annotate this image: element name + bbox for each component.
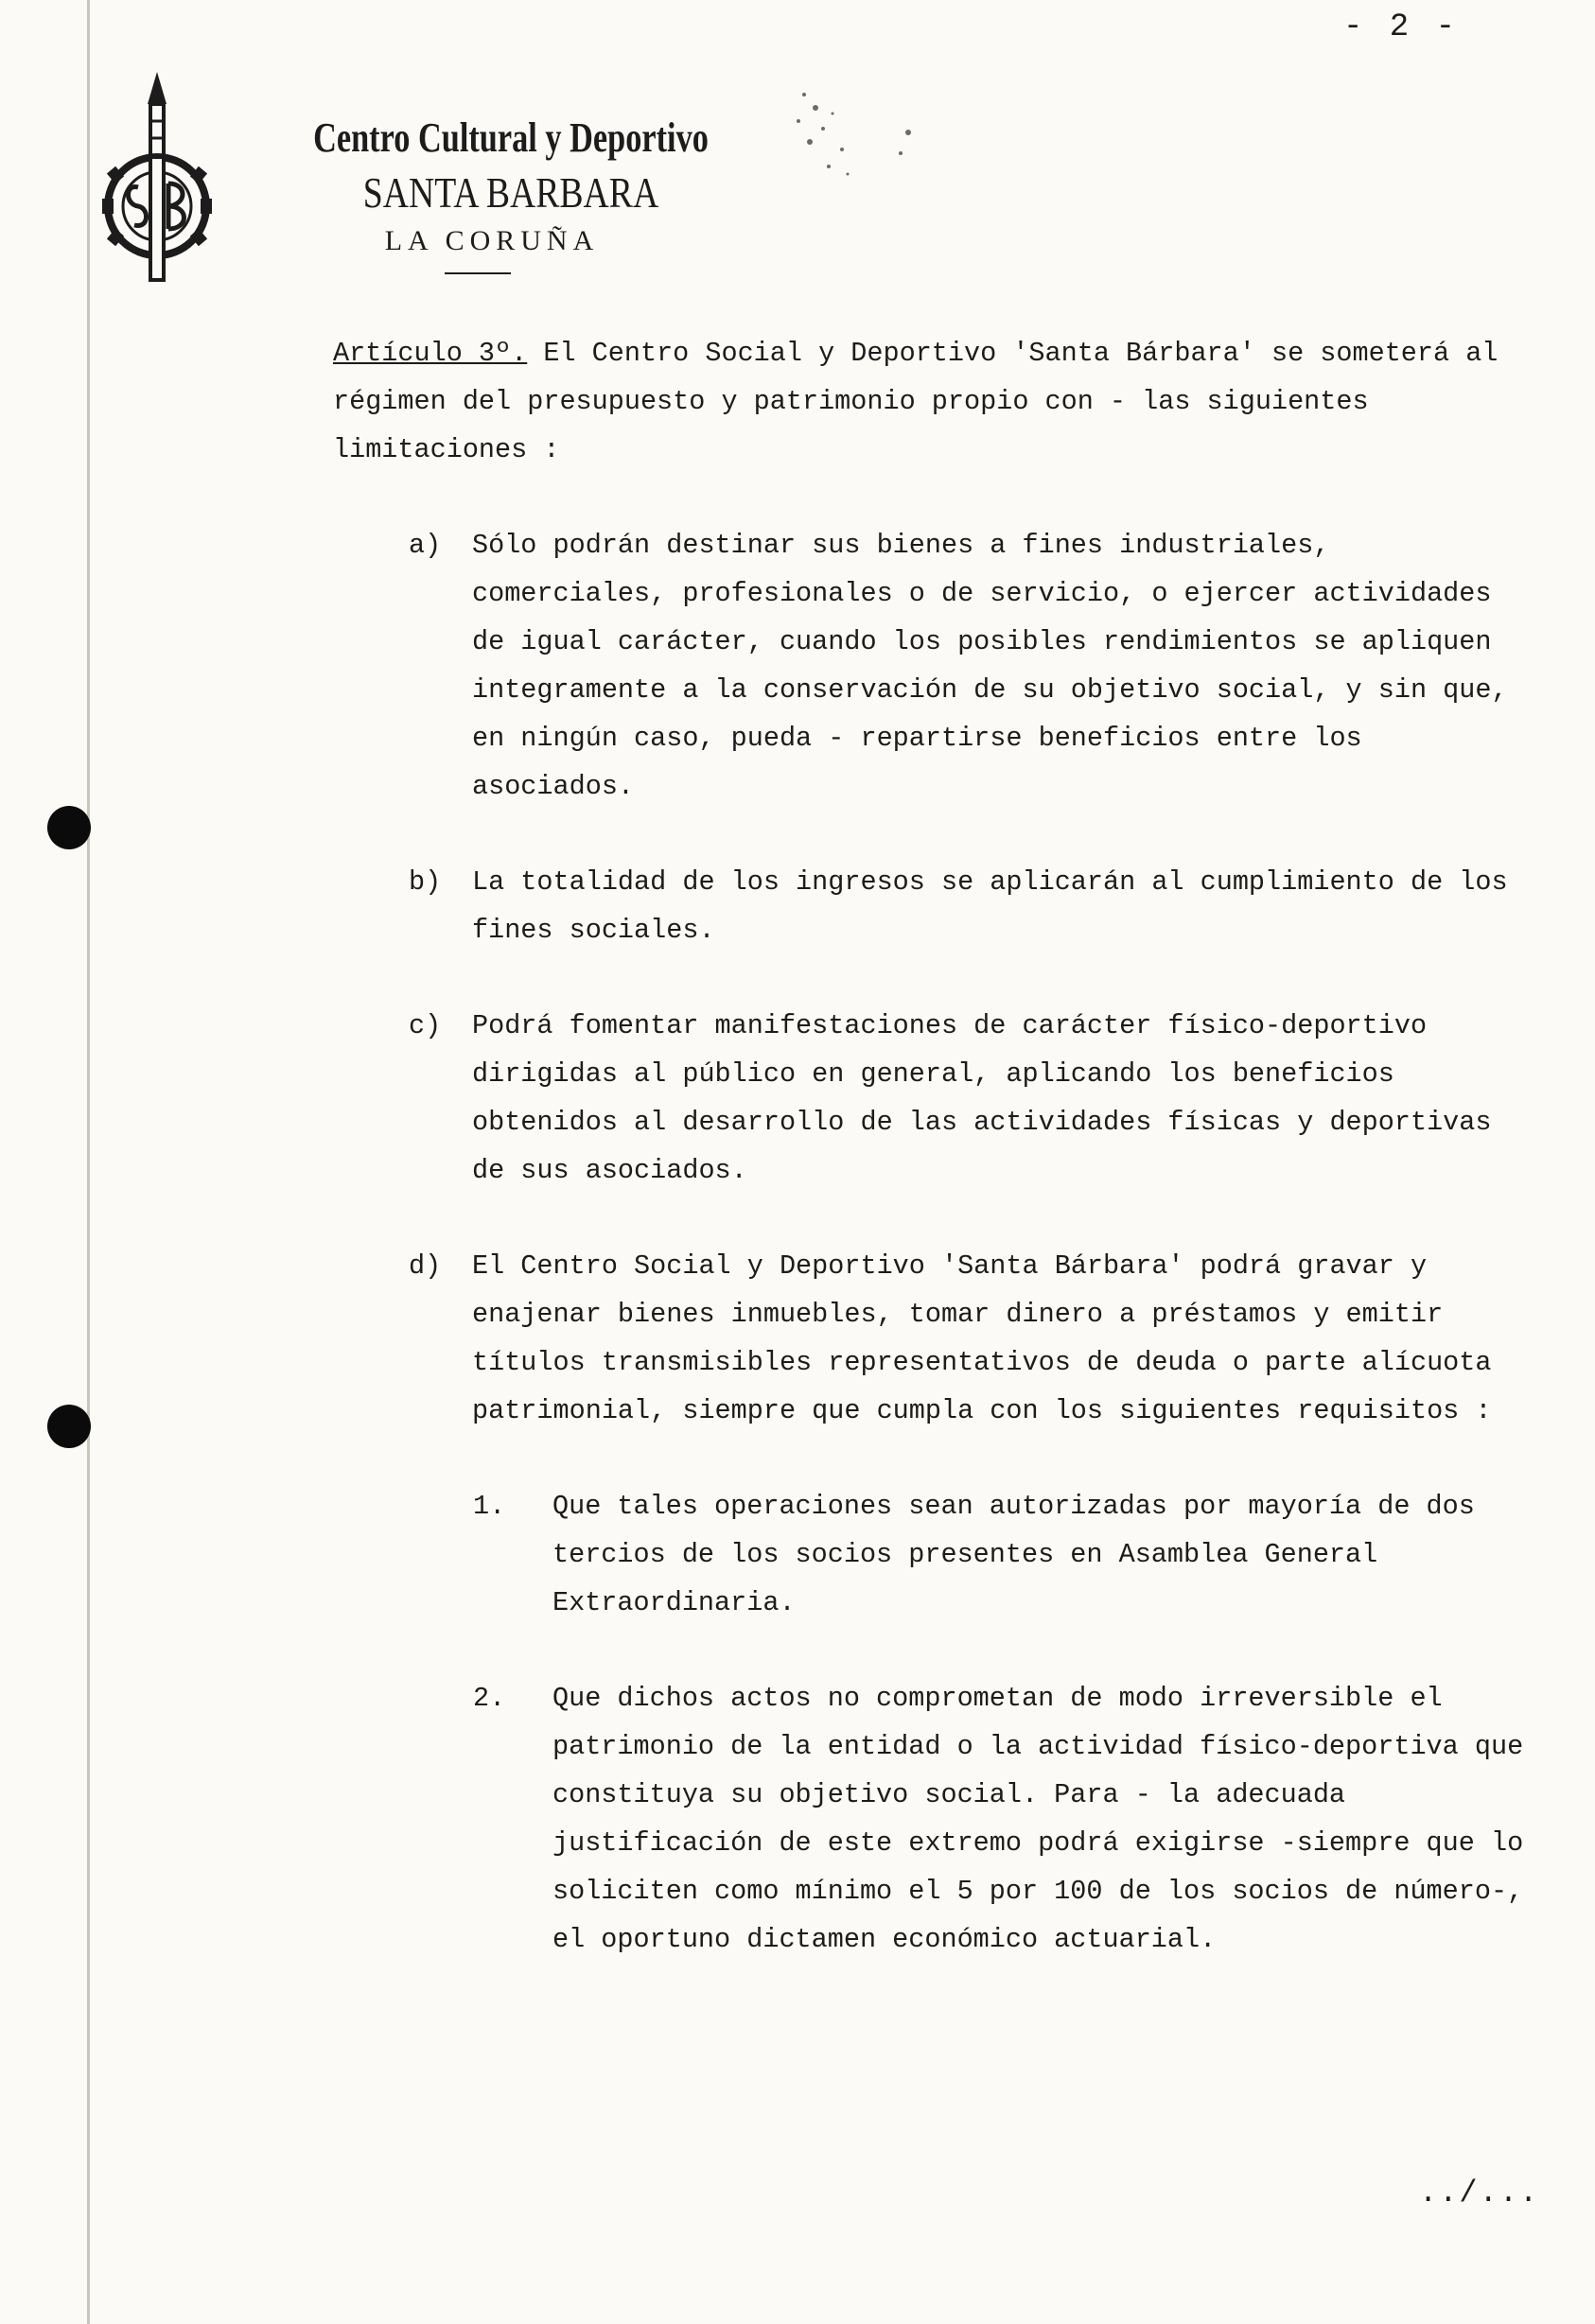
- org-name: Centro Cultural y Deportivo: [313, 114, 709, 161]
- santa-barbara-emblem-icon: [91, 66, 223, 293]
- paper-specks: [776, 76, 927, 208]
- list-item-label: a): [409, 530, 442, 561]
- article-title: Artículo 3º.: [333, 338, 528, 369]
- list-item: [333, 858, 1525, 954]
- list-item-label: b): [409, 866, 442, 898]
- sub-list-item: [333, 1674, 1525, 1964]
- article-intro: [333, 329, 1525, 474]
- letterhead-rule: [445, 272, 511, 274]
- list-item-text: El Centro Social y Deportivo 'Santa Bárbara' podrá gravar y enajenar bienes inmuebles, tomar dinero a préstamos y emitir títulos transmisibles representativos de deuda o parte alícuota patrimonial, siempre que cumpla con los siguientes requisitos :: [472, 1250, 1492, 1426]
- org-subname: SANTA BARBARA: [362, 168, 659, 217]
- continuation-mark: ../...: [1419, 2175, 1540, 2210]
- sub-list-item: [333, 1482, 1525, 1627]
- list-item: [333, 1002, 1525, 1195]
- sub-list-item-label: 2.: [473, 1683, 506, 1714]
- list-item-text: Sólo podrán destinar sus bienes a fines industriales, comerciales, profesionales o de servicio, o ejercer actividades de igual carácter, cuando los posibles rendimientos se apliquen integramente a la conservación de su objetivo social, y sin que, en ningún caso, pueda - repartirse beneficios entre los asociados.: [472, 530, 1508, 802]
- list-item: [333, 1242, 1525, 1435]
- document-body: [333, 329, 1525, 1964]
- punch-hole: [47, 1405, 91, 1448]
- page-number: - 2 -: [1343, 9, 1460, 45]
- organization-letterhead: [255, 114, 766, 274]
- sub-list-item-text: Que dichos actos no comprometan de modo irreversible el patrimonio de la entidad o la actividad físico-deportiva que constituya su objetivo social. Para - la adecuada justificación de este extremo podrá exigirse -siempre que lo soliciten como mínimo el 5 por 100 de los socios de número-, el oportuno dictamen económico actuarial.: [552, 1683, 1524, 1955]
- sub-list-item-label: 1.: [473, 1491, 506, 1522]
- list-item-label: c): [409, 1010, 442, 1041]
- list-item-text: Podrá fomentar manifestaciones de carácter físico-deportivo dirigidas al público en general, aplicando los beneficios obtenidos al desarrollo de las actividades físicas y deportivas de sus asociados.: [472, 1010, 1492, 1186]
- list-item-text: La totalidad de los ingresos se aplicarán al cumplimiento de los fines sociales.: [472, 866, 1508, 946]
- sub-list-item-text: Que tales operaciones sean autorizadas por mayoría de dos tercios de los socios presentes en Asamblea General Extraordinaria.: [552, 1491, 1475, 1618]
- list-item: [333, 521, 1525, 811]
- org-city: LA CORUÑA: [384, 225, 600, 256]
- list-item-label: d): [409, 1250, 442, 1282]
- punch-hole: [47, 806, 91, 849]
- article-intro-text: El Centro Social y Deportivo 'Santa Bárbara' se someterá al régimen del presupuesto y patrimonio propio con - las siguientes limitaciones :: [333, 338, 1499, 465]
- margin-line: [87, 0, 90, 2324]
